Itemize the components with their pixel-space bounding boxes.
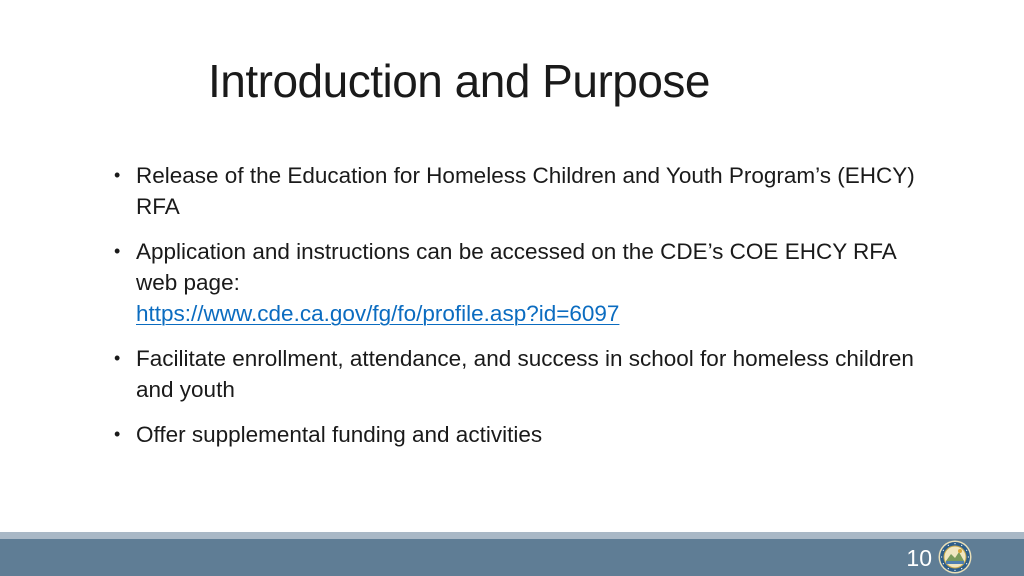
california-department-of-education-seal-icon bbox=[938, 540, 972, 574]
bullet-marker: • bbox=[114, 348, 121, 368]
bullet-marker: • bbox=[114, 165, 121, 185]
page-number: 10 bbox=[906, 545, 932, 571]
footer-bar bbox=[0, 539, 1024, 576]
bullet-item-application bbox=[112, 236, 942, 329]
bullet-text: Application and instructions can be accessed on the CDE’s COE EHCY RFA web page: bbox=[136, 239, 896, 295]
bullet-marker: • bbox=[114, 241, 121, 261]
bullet-text: Offer supplemental funding and activities bbox=[136, 422, 543, 447]
footer-divider bbox=[0, 532, 1024, 539]
bullet-text: Release of the Education for Homeless Children and Youth Program’s (EHCY) RFA bbox=[136, 163, 915, 219]
bullet-list bbox=[112, 160, 942, 464]
bullet-item-facilitate bbox=[112, 343, 942, 405]
rfa-web-page-link[interactable]: https://www.cde.ca.gov/fg/fo/profile.asp?id=6097 bbox=[136, 301, 620, 326]
slide-title: Introduction and Purpose bbox=[208, 55, 711, 107]
bullet-item-release bbox=[112, 160, 942, 222]
bullet-item-funding bbox=[112, 419, 942, 450]
bullet-text: Facilitate enrollment, attendance, and success in school for homeless children and youth bbox=[136, 346, 914, 402]
bullet-marker: • bbox=[114, 424, 121, 444]
